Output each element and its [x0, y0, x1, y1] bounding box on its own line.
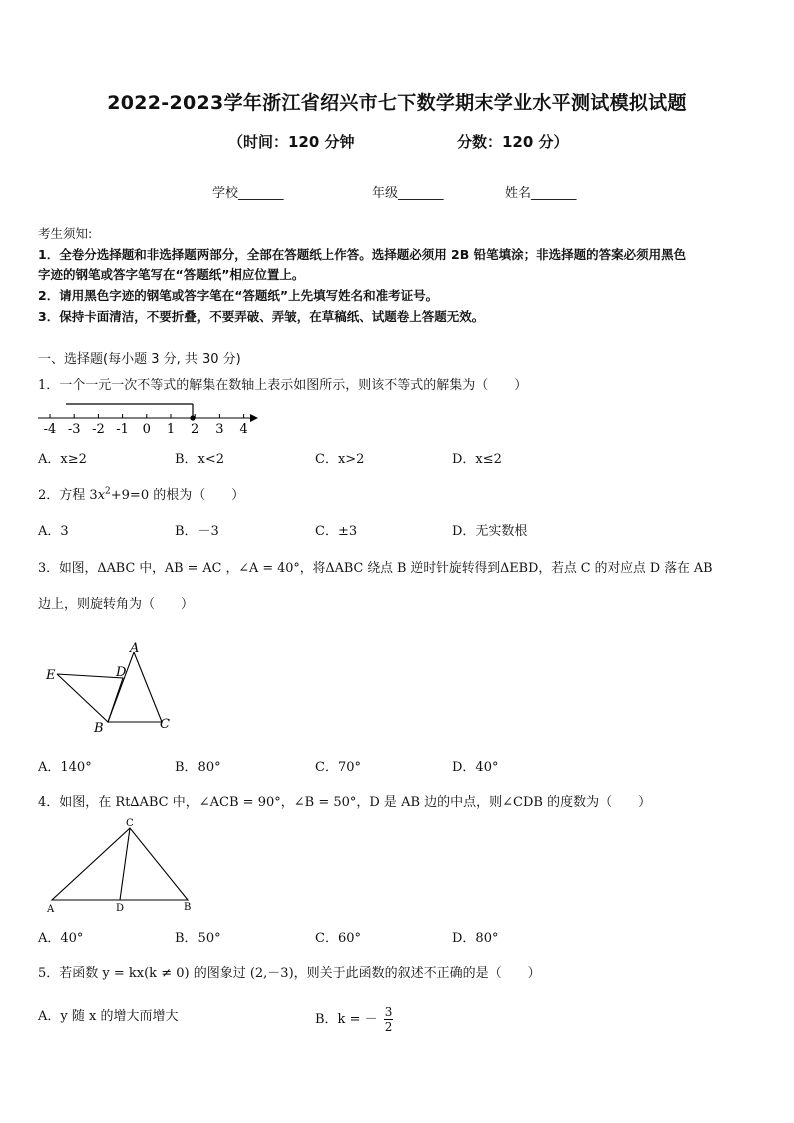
q3-label-b: B — [94, 721, 104, 735]
q4-figure — [42, 816, 202, 916]
q3-option-c[interactable]: C．70° — [315, 760, 361, 775]
q2-option-d[interactable]: D．无实数根 — [452, 524, 528, 539]
q5-fraction-denominator: 2 — [384, 1020, 393, 1034]
section-heading: 一、选择题(每小题 3 分, 共 30 分) — [38, 352, 241, 367]
q1-tick-label: 2 — [191, 422, 200, 436]
q1-option-a[interactable]: A．x≥2 — [38, 452, 87, 467]
q1-text: 1．一个一元一次不等式的解集在数轴上表示如图所示，则该不等式的解集为（ ） — [38, 378, 528, 393]
q4-label-b: B — [184, 902, 192, 913]
q1-tick-label: -1 — [116, 422, 129, 436]
page-title: 2022-2023学年浙江省绍兴市七下数学期末学业水平测试模拟试题 — [107, 92, 687, 114]
school-field: 学校_______ — [212, 186, 284, 201]
q3-text-b: 边上，则旋转角为（ ） — [38, 597, 195, 612]
exam-score: 分数：120 分） — [457, 133, 569, 151]
q5-option-b[interactable]: B．k = － $\frac{3}{2}$ — [315, 1005, 393, 1034]
notice-item-1b: 字迹的钢笔或答字笔写在“答题纸”相应位置上。 — [38, 267, 305, 282]
q3-label-d: D — [116, 665, 127, 680]
q1-option-c[interactable]: C．x>2 — [315, 452, 365, 467]
name-field: 姓名_______ — [505, 186, 577, 201]
q1-tick-label: -4 — [43, 422, 57, 436]
q1-tick-label: 4 — [239, 422, 248, 436]
exam-time: （时间：120 分钟 — [228, 133, 355, 151]
notice-heading: 考生须知: — [38, 226, 93, 241]
notice-item-2: 2．请用黑色字迹的钢笔或答字笔在“答题纸”上先填写姓名和准考证号。 — [38, 288, 439, 303]
notice-item-3: 3．保持卡面清洁，不要折叠，不要弄破、弄皱，在草稿纸、试题卷上答题无效。 — [38, 309, 485, 324]
q5-fraction-numerator: 3 — [384, 1005, 393, 1019]
q4-label-a: A — [47, 904, 55, 915]
q1-option-b[interactable]: B．x<2 — [175, 452, 225, 467]
q4-text: 4．如图，在 Rt∆ABC 中，∠ACB = 90°，∠B = 50°，D 是 AB 边的中点，则∠CDB 的度数为（ ） — [38, 795, 652, 810]
q3-label-a: A — [130, 641, 140, 656]
q4-option-c[interactable]: C．60° — [315, 931, 361, 946]
q1-option-d[interactable]: D．x≤2 — [452, 452, 502, 467]
q1-tick-label: -2 — [92, 422, 105, 436]
q1-number-line — [36, 398, 266, 436]
q2-option-a[interactable]: A．3 — [38, 524, 69, 539]
q3-label-e: E — [46, 668, 56, 683]
q1-tick-label: 1 — [166, 422, 176, 436]
q3-option-d[interactable]: D．40° — [452, 760, 499, 775]
q3-option-b[interactable]: B．80° — [175, 760, 221, 775]
grade-field: 年级_______ — [372, 186, 444, 201]
q3-option-a[interactable]: A．140° — [38, 760, 92, 775]
q2-text: 2．方程 $3x^2+9=0$ 的根为（ ） — [38, 486, 245, 503]
q2-option-c[interactable]: C．±3 — [315, 524, 358, 539]
q3-label-c: C — [160, 717, 170, 732]
q4-option-a[interactable]: A．40° — [38, 931, 84, 946]
q4-label-c: C — [126, 818, 134, 829]
q1-solid-dot — [190, 415, 195, 420]
q3-figure — [40, 640, 180, 735]
q1-tick-label: 0 — [142, 422, 151, 436]
q2-option-b[interactable]: B．－3 — [175, 524, 219, 539]
q1-tick-label: -3 — [67, 422, 81, 436]
q5-text: 5．若函数 y = kx(k ≠ 0) 的图象过 (2,－3)，则关于此函数的叙述不正确的是（ ） — [38, 966, 541, 981]
q1-tick-label: 3 — [215, 422, 224, 436]
q4-option-b[interactable]: B．50° — [175, 931, 221, 946]
q4-label-d: D — [116, 903, 125, 914]
q3-text-a: 3．如图，ΔABC 中，AB = AC ，∠A = 40°，将ΔABC 绕点 B 逆时针旋转得到ΔEBD，若点 C 的对应点 D 落在 AB — [38, 561, 713, 576]
q4-option-d[interactable]: D．80° — [452, 931, 499, 946]
q5-option-a[interactable]: A．y 随 x 的增大而增大 — [38, 1009, 179, 1024]
notice-item-1a: 1．全卷分选择题和非选择题两部分，全部在答题纸上作答。选择题必须用 2B 铅笔填涂；非选择题的答案必须用黑色 — [38, 247, 687, 262]
